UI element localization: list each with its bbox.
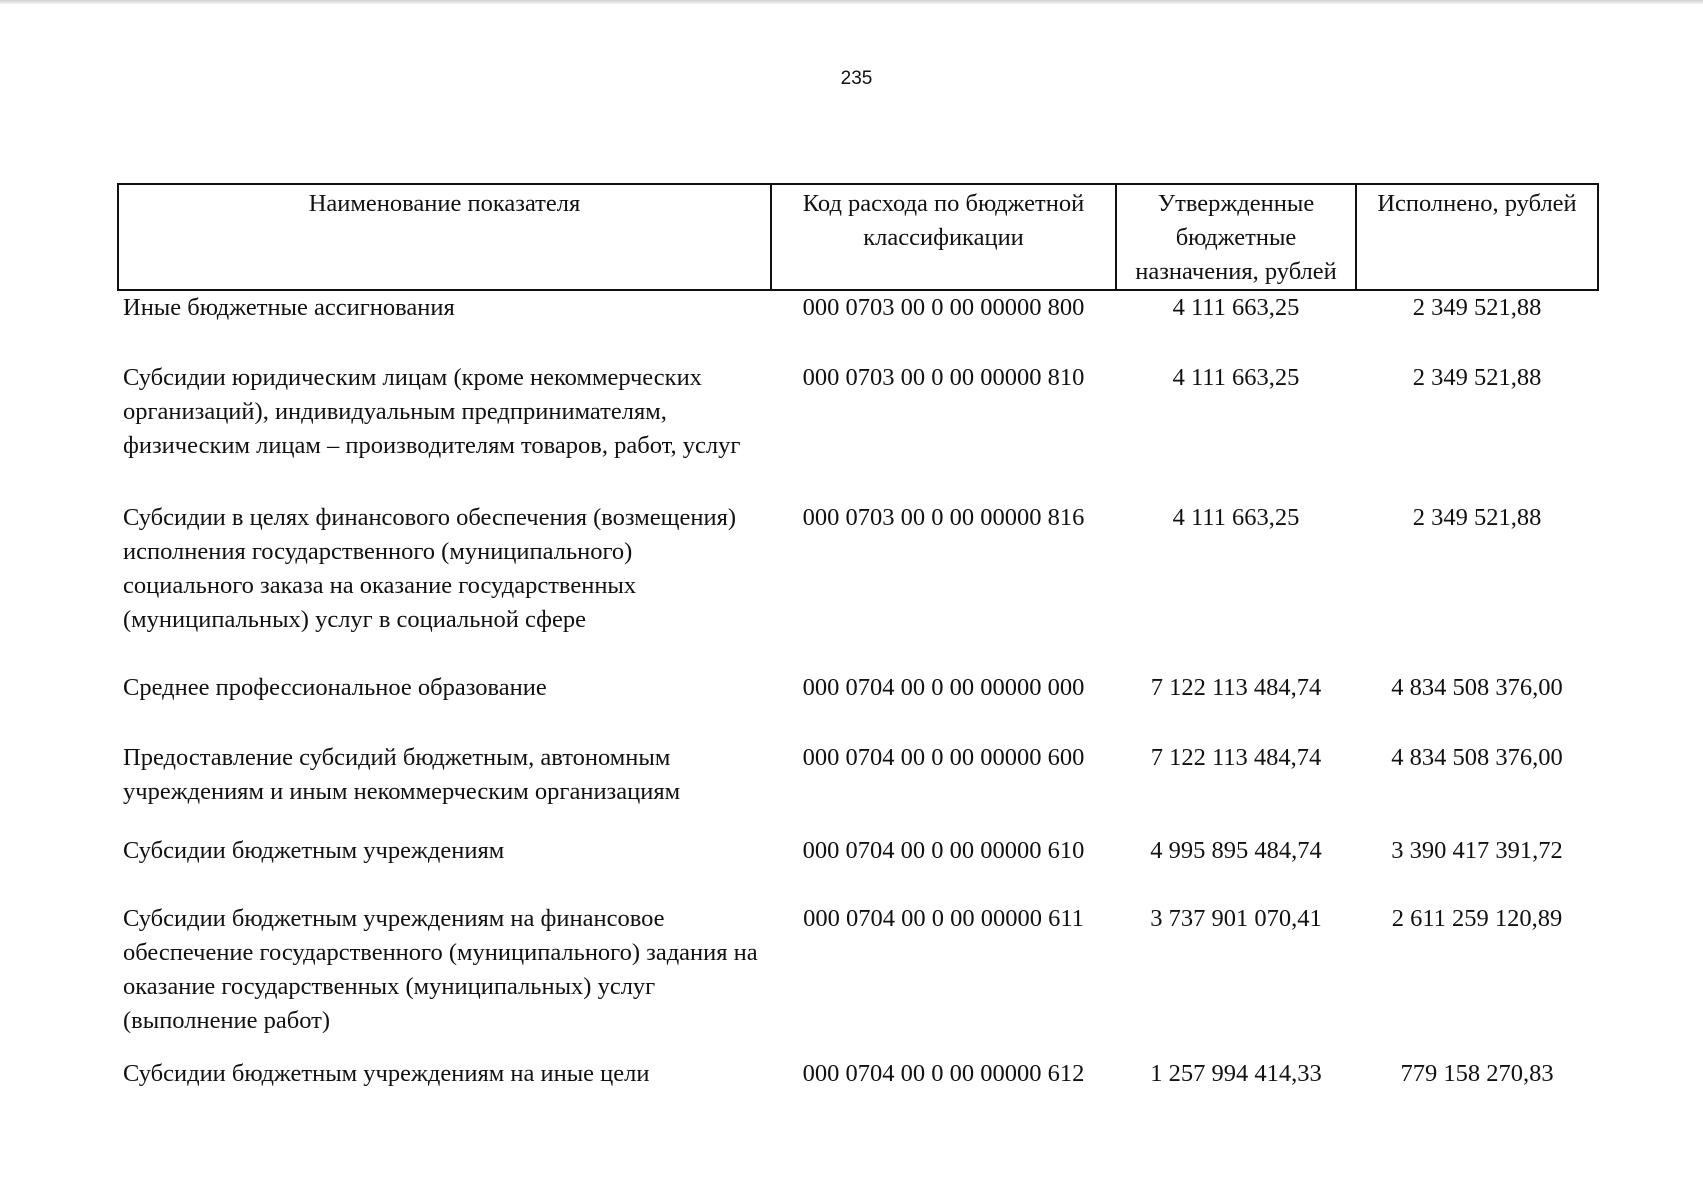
row-approved-amount: 1 257 994 414,33 (1150, 1060, 1322, 1087)
table-row (118, 290, 1598, 361)
header-approved-amount: Утвержденные бюджетные назначения, рублей (1116, 184, 1356, 290)
row-expense-code: 000 0704 00 0 00 00000 612 (802, 1060, 1085, 1087)
row-indicator-name: Субсидии бюджетным учреждениям на финансовое обеспечение государственного (муниципального) задания на оказание государственных (муниципальных) услуг (выполнение работ) (123, 905, 758, 1034)
row-executed-amount: 4 834 508 376,00 (1391, 674, 1563, 701)
header-expense-code: Код расхода по бюджетной классификации (771, 184, 1116, 290)
header-executed-amount: Исполнено, рублей (1356, 184, 1598, 290)
table-row (118, 902, 1598, 1057)
row-expense-code: 000 0704 00 0 00 00000 600 (802, 744, 1085, 771)
table-row (118, 671, 1598, 741)
row-executed-amount: 3 390 417 391,72 (1391, 837, 1563, 864)
row-approved-amount: 4 995 895 484,74 (1150, 837, 1322, 864)
row-executed-amount: 2 349 521,88 (1412, 294, 1542, 321)
scan-top-edge (0, 0, 1703, 4)
row-approved-amount: 4 111 663,25 (1172, 364, 1300, 391)
row-expense-code: 000 0704 00 0 00 00000 000 (802, 674, 1085, 701)
table-header (118, 184, 1598, 290)
table-row (118, 741, 1598, 834)
row-expense-code: 000 0703 00 0 00 00000 816 (802, 504, 1085, 531)
row-expense-code: 000 0704 00 0 00 00000 610 (802, 837, 1085, 864)
row-indicator-name: Иные бюджетные ассигнования (123, 294, 455, 321)
table-row (118, 501, 1598, 671)
row-approved-amount: 7 122 113 484,74 (1150, 744, 1322, 771)
budget-execution-table (117, 183, 1599, 1107)
row-expense-code: 000 0703 00 0 00 00000 800 (802, 294, 1085, 321)
row-indicator-name: Субсидии бюджетным учреждениям на иные цели (123, 1060, 650, 1087)
row-executed-amount: 4 834 508 376,00 (1391, 744, 1563, 771)
row-approved-amount: 7 122 113 484,74 (1150, 674, 1322, 701)
row-executed-amount: 2 611 259 120,89 (1391, 905, 1563, 932)
row-expense-code: 000 0703 00 0 00 00000 810 (802, 364, 1085, 391)
row-indicator-name: Предоставление субсидий бюджетным, автономным учреждениям и иным некоммерческим организациям (123, 744, 681, 805)
row-expense-code: 000 0704 00 0 00 00000 611 (803, 905, 1084, 932)
row-approved-amount: 4 111 663,25 (1172, 294, 1300, 321)
row-approved-amount: 4 111 663,25 (1172, 504, 1300, 531)
table-body (118, 290, 1598, 1107)
row-approved-amount: 3 737 901 070,41 (1150, 905, 1322, 932)
row-executed-amount: 2 349 521,88 (1412, 364, 1542, 391)
page-number: 235 (840, 68, 873, 89)
table-row (118, 834, 1598, 902)
row-indicator-name: Субсидии бюджетным учреждениям (123, 837, 505, 864)
header-indicator-name: Наименование показателя (118, 184, 771, 290)
row-indicator-name: Субсидии в целях финансового обеспечения (возмещения) исполнения государственного (муниципального) социального заказа на оказание государственных (муниципальных) услуг в социальной сфере (123, 504, 736, 633)
table-row (118, 1057, 1598, 1107)
table-row (118, 361, 1598, 501)
row-indicator-name: Субсидии юридическим лицам (кроме некоммерческих организаций), индивидуальным предпринимателям, физическим лицам – производителям товаров, работ, услуг (123, 364, 741, 459)
row-executed-amount: 2 349 521,88 (1412, 504, 1542, 531)
row-indicator-name: Среднее профессиональное образование (123, 674, 547, 701)
row-executed-amount: 779 158 270,83 (1400, 1060, 1554, 1087)
header-row (118, 184, 1598, 290)
